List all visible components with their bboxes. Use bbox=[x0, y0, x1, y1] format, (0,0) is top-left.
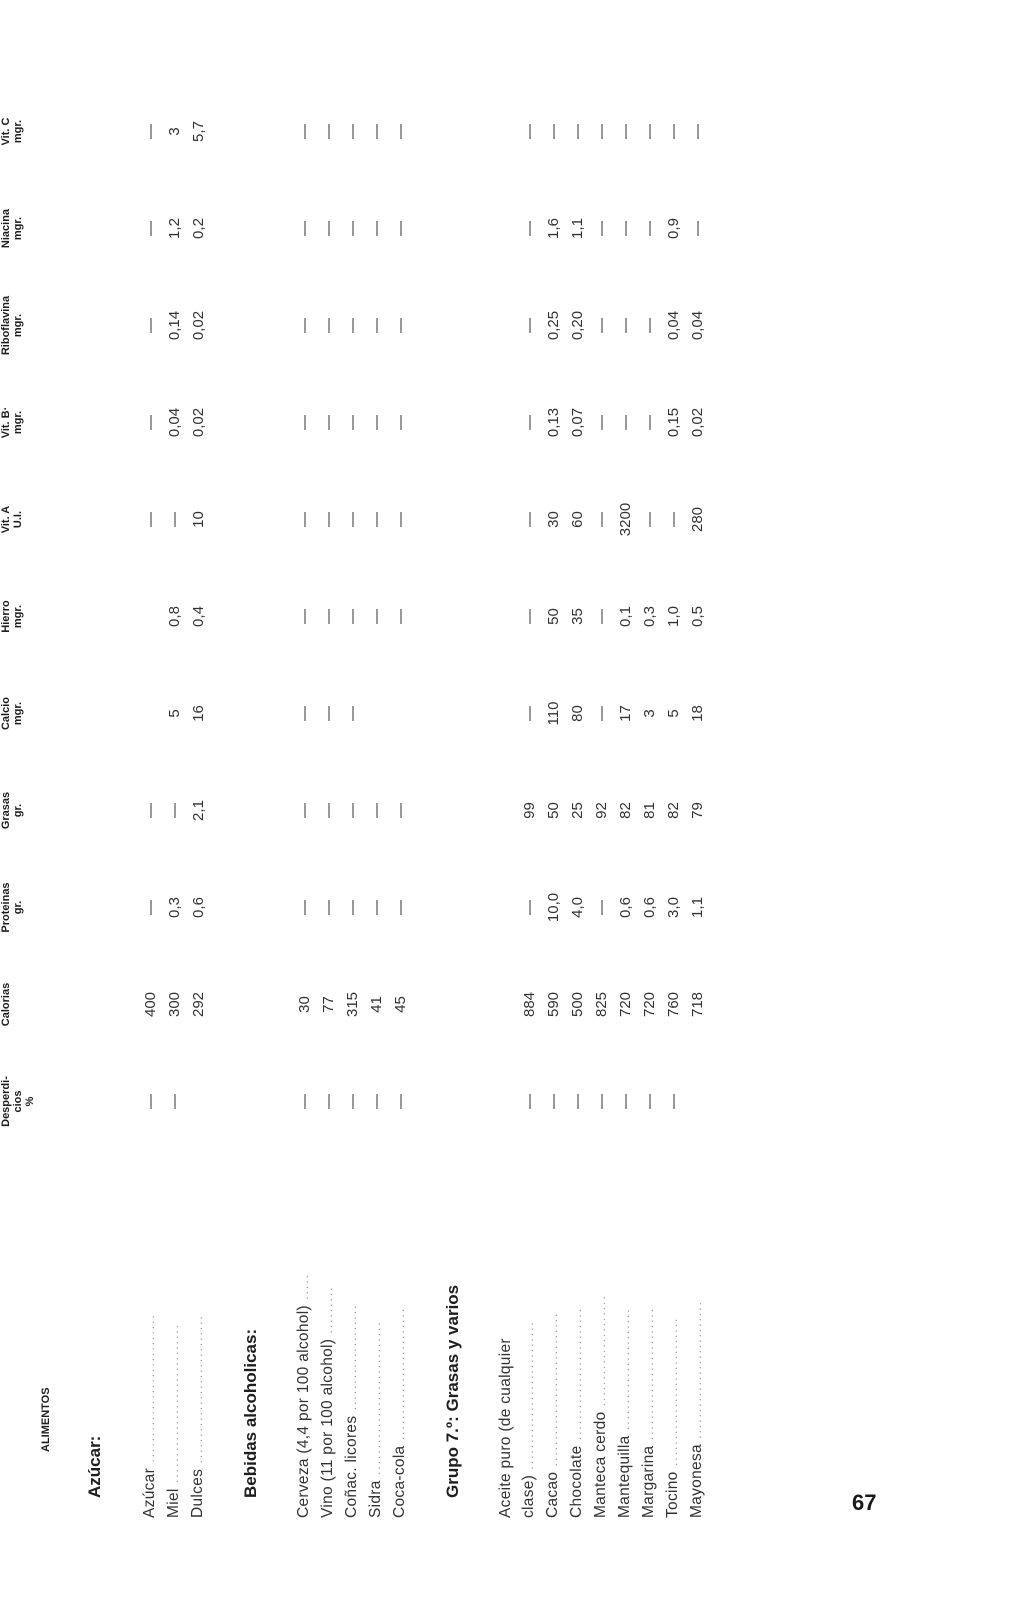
value-cell: 3,0 bbox=[665, 897, 682, 918]
food-name-cell bbox=[541, 1150, 565, 1520]
food-name-cell bbox=[162, 1150, 186, 1520]
value-cell: 0,14 bbox=[166, 310, 183, 341]
value-cell: — bbox=[569, 124, 586, 139]
rotated-table-page bbox=[0, 117, 740, 1520]
value-cell: — bbox=[593, 415, 610, 430]
value-cell bbox=[138, 568, 162, 665]
header-vit-c: Vit. C mgr. bbox=[0, 117, 24, 146]
value-cell: — bbox=[142, 221, 159, 236]
header-hierro: Hierro mgr. bbox=[0, 600, 24, 633]
food-name: Margarina bbox=[640, 1445, 657, 1518]
food-name-cell bbox=[340, 1150, 364, 1520]
table-row bbox=[637, 83, 661, 1520]
value-cell: — bbox=[665, 124, 682, 139]
value-cell: 0,1 bbox=[617, 606, 634, 627]
value-cell: — bbox=[344, 803, 361, 818]
value-cell: — bbox=[296, 1094, 313, 1109]
value-cell: — bbox=[689, 124, 706, 139]
value-cell bbox=[494, 859, 517, 956]
value-cell: — bbox=[368, 221, 385, 236]
value-cell: — bbox=[641, 124, 658, 139]
value-cell bbox=[494, 277, 517, 374]
food-name: Tocino bbox=[664, 1471, 681, 1518]
table-row bbox=[661, 83, 685, 1520]
value-cell: 884 bbox=[521, 991, 538, 1018]
food-name-cell bbox=[316, 1150, 340, 1520]
value-cell: — bbox=[665, 1094, 682, 1109]
value-cell: 35 bbox=[569, 608, 586, 625]
table-row bbox=[494, 83, 517, 1520]
food-name: Chocolate bbox=[568, 1445, 585, 1518]
food-name: Miel bbox=[165, 1488, 182, 1518]
header-alimentos: ALIMENTOS bbox=[40, 1387, 52, 1452]
section-title: Azúcar: bbox=[85, 1435, 104, 1498]
food-name: Mayonesa bbox=[688, 1444, 705, 1518]
value-cell: 50 bbox=[545, 608, 562, 625]
value-cell: — bbox=[593, 1094, 610, 1109]
value-cell: 80 bbox=[569, 705, 586, 722]
value-cell: — bbox=[392, 609, 409, 624]
dot-leader: ............................. bbox=[369, 1320, 383, 1481]
table-row bbox=[613, 83, 637, 1520]
value-cell: 5,7 bbox=[190, 121, 207, 142]
dot-leader: ..... bbox=[297, 1273, 311, 1306]
value-cell: — bbox=[296, 318, 313, 333]
food-name: clase) bbox=[520, 1474, 537, 1518]
value-cell: 79 bbox=[689, 802, 706, 819]
table-row bbox=[316, 83, 340, 1520]
header-vit-a: Vit. A U.I. bbox=[0, 505, 24, 534]
table-row bbox=[589, 83, 613, 1520]
value-cell: — bbox=[641, 1094, 658, 1109]
value-cell bbox=[388, 665, 412, 762]
food-name: Sidra bbox=[367, 1480, 384, 1518]
value-cell: 3 bbox=[641, 709, 658, 718]
dot-leader: ..................... bbox=[594, 1294, 608, 1412]
header-niacina: Niacina mgr. bbox=[0, 208, 24, 249]
value-cell: 0,4 bbox=[190, 606, 207, 627]
value-cell: — bbox=[166, 1094, 183, 1109]
value-cell: 1,2 bbox=[166, 218, 183, 239]
value-cell: 45 bbox=[392, 996, 409, 1013]
value-cell: — bbox=[521, 318, 538, 333]
dot-leader: .............................. bbox=[167, 1323, 181, 1489]
table-row bbox=[541, 83, 565, 1520]
value-cell: — bbox=[320, 415, 337, 430]
value-cell: — bbox=[368, 803, 385, 818]
value-cell: — bbox=[593, 609, 610, 624]
value-cell bbox=[494, 762, 517, 859]
value-cell: 82 bbox=[617, 802, 634, 819]
dot-leader: .......................... bbox=[690, 1300, 704, 1445]
value-cell: — bbox=[368, 415, 385, 430]
food-name: Cacao bbox=[544, 1471, 561, 1518]
table-row bbox=[138, 83, 162, 1520]
food-name-cell bbox=[292, 1150, 316, 1520]
dot-leader: ............................ bbox=[143, 1313, 157, 1468]
value-cell bbox=[494, 956, 517, 1053]
food-name-cell bbox=[589, 1150, 613, 1520]
value-cell: 0,04 bbox=[689, 310, 706, 341]
value-cell: — bbox=[593, 318, 610, 333]
value-cell: 0,5 bbox=[689, 606, 706, 627]
value-cell: — bbox=[521, 1094, 538, 1109]
food-name: Dulces bbox=[189, 1468, 206, 1518]
value-cell bbox=[685, 1053, 709, 1150]
table-row bbox=[364, 83, 388, 1520]
value-cell: — bbox=[344, 609, 361, 624]
value-cell: — bbox=[320, 221, 337, 236]
value-cell: 720 bbox=[641, 991, 658, 1018]
value-cell: 77 bbox=[320, 996, 337, 1013]
value-cell: — bbox=[521, 609, 538, 624]
value-cell: 0,02 bbox=[689, 407, 706, 438]
table-row bbox=[186, 83, 210, 1520]
value-cell: 1,1 bbox=[689, 897, 706, 918]
value-cell: 0,25 bbox=[545, 310, 562, 341]
value-cell: — bbox=[593, 512, 610, 527]
food-name: Manteca cerdo bbox=[592, 1411, 609, 1518]
nutrition-table bbox=[0, 83, 709, 1520]
value-cell: — bbox=[344, 318, 361, 333]
table-row bbox=[685, 83, 709, 1520]
value-cell: 18 bbox=[689, 705, 706, 722]
value-cell bbox=[494, 665, 517, 762]
value-cell: — bbox=[368, 1094, 385, 1109]
value-cell: — bbox=[142, 318, 159, 333]
value-cell bbox=[494, 1053, 517, 1150]
header-desperdicios: Desperdi- cios % bbox=[0, 1076, 36, 1127]
dot-leader: .................... bbox=[345, 1303, 359, 1416]
value-cell: — bbox=[392, 318, 409, 333]
table-row bbox=[565, 83, 589, 1520]
value-cell: 0,02 bbox=[190, 407, 207, 438]
table-body bbox=[52, 83, 709, 1520]
value-cell: — bbox=[368, 124, 385, 139]
dot-leader: ......................... bbox=[570, 1306, 584, 1446]
value-cell: — bbox=[368, 318, 385, 333]
table-row bbox=[340, 83, 364, 1520]
value-cell: — bbox=[142, 803, 159, 818]
value-cell: — bbox=[593, 900, 610, 915]
value-cell: 0,20 bbox=[569, 310, 586, 341]
value-cell: — bbox=[320, 803, 337, 818]
value-cell: — bbox=[521, 706, 538, 721]
value-cell: — bbox=[392, 124, 409, 139]
food-name-cell bbox=[613, 1150, 637, 1520]
value-cell: — bbox=[296, 415, 313, 430]
value-cell: 590 bbox=[545, 991, 562, 1018]
value-cell: 10,0 bbox=[545, 892, 562, 923]
value-cell: 5 bbox=[665, 709, 682, 718]
value-cell: — bbox=[166, 803, 183, 818]
value-cell: — bbox=[521, 415, 538, 430]
value-cell: 99 bbox=[521, 802, 538, 819]
value-cell: 1,0 bbox=[665, 606, 682, 627]
value-cell: — bbox=[368, 512, 385, 527]
value-cell: 300 bbox=[166, 991, 183, 1018]
value-cell: — bbox=[296, 124, 313, 139]
value-cell: 1,6 bbox=[545, 218, 562, 239]
value-cell: — bbox=[344, 1094, 361, 1109]
value-cell: 280 bbox=[689, 506, 706, 533]
value-cell: 25 bbox=[569, 802, 586, 819]
value-cell: 0,02 bbox=[190, 310, 207, 341]
value-cell: — bbox=[142, 900, 159, 915]
section-title: Bebidas alcoholicas: bbox=[241, 1328, 260, 1498]
value-cell: — bbox=[320, 1094, 337, 1109]
section-title: Grupo 7.º: Grasas y varios bbox=[443, 1284, 462, 1498]
value-cell: — bbox=[368, 900, 385, 915]
header-calorias: Calorias bbox=[0, 982, 12, 1027]
value-cell: 720 bbox=[617, 991, 634, 1018]
dot-leader: ......................... bbox=[393, 1306, 407, 1446]
value-cell: — bbox=[593, 221, 610, 236]
value-cell: — bbox=[617, 221, 634, 236]
header-row bbox=[0, 83, 52, 1520]
food-name-cell bbox=[186, 1150, 210, 1520]
value-cell: 292 bbox=[190, 991, 207, 1018]
value-cell: 0,07 bbox=[569, 407, 586, 438]
section-heading-row bbox=[412, 83, 494, 1520]
value-cell: — bbox=[344, 415, 361, 430]
food-name: Mantequilla bbox=[616, 1435, 633, 1518]
dot-leader: ......... bbox=[321, 1285, 335, 1339]
value-cell: — bbox=[142, 124, 159, 139]
value-cell: 718 bbox=[689, 991, 706, 1018]
value-cell: 5 bbox=[166, 709, 183, 718]
value-cell: — bbox=[320, 706, 337, 721]
value-cell: — bbox=[296, 512, 313, 527]
value-cell: 3200 bbox=[617, 502, 634, 537]
value-cell: 30 bbox=[296, 996, 313, 1013]
value-cell: — bbox=[665, 512, 682, 527]
value-cell: 0,3 bbox=[166, 897, 183, 918]
value-cell: — bbox=[521, 124, 538, 139]
value-cell: 0,04 bbox=[665, 310, 682, 341]
value-cell: — bbox=[344, 512, 361, 527]
section-heading-row bbox=[52, 83, 138, 1520]
table-row bbox=[388, 83, 412, 1520]
value-cell: — bbox=[392, 221, 409, 236]
food-name: Coñac. licores bbox=[343, 1415, 360, 1518]
dot-leader: ............................. bbox=[546, 1311, 560, 1472]
value-cell: — bbox=[545, 1094, 562, 1109]
value-cell: — bbox=[593, 706, 610, 721]
value-cell: 82 bbox=[665, 802, 682, 819]
value-cell: 2,1 bbox=[190, 800, 207, 821]
value-cell: 110 bbox=[545, 701, 562, 726]
section-heading-row bbox=[210, 83, 292, 1520]
dot-leader: ....................... bbox=[618, 1307, 632, 1436]
value-cell bbox=[494, 180, 517, 277]
value-cell: 760 bbox=[665, 991, 682, 1018]
value-cell: 17 bbox=[617, 705, 634, 722]
value-cell: 400 bbox=[142, 991, 159, 1018]
food-name-cell bbox=[494, 1150, 517, 1520]
food-name: Coca-cola bbox=[391, 1445, 408, 1518]
value-cell: — bbox=[617, 1094, 634, 1109]
value-cell bbox=[494, 83, 517, 180]
value-cell: 92 bbox=[593, 802, 610, 819]
value-cell: — bbox=[617, 318, 634, 333]
value-cell: 50 bbox=[545, 802, 562, 819]
food-name-cell bbox=[637, 1150, 661, 1520]
value-cell: — bbox=[166, 512, 183, 527]
value-cell: — bbox=[641, 415, 658, 430]
food-name-cell bbox=[138, 1150, 162, 1520]
header-proteinas: Proteinas gr. bbox=[0, 882, 24, 933]
value-cell: — bbox=[521, 221, 538, 236]
value-cell: 60 bbox=[569, 511, 586, 528]
value-cell: — bbox=[392, 512, 409, 527]
value-cell: 0,13 bbox=[545, 407, 562, 438]
value-cell: 500 bbox=[569, 991, 586, 1018]
value-cell: — bbox=[521, 512, 538, 527]
food-name-cell bbox=[364, 1150, 388, 1520]
value-cell: — bbox=[392, 1094, 409, 1109]
value-cell: — bbox=[296, 900, 313, 915]
value-cell: 10 bbox=[190, 511, 207, 528]
food-name-cell bbox=[685, 1150, 709, 1520]
value-cell: — bbox=[142, 512, 159, 527]
value-cell: — bbox=[641, 318, 658, 333]
value-cell: — bbox=[320, 512, 337, 527]
value-cell: — bbox=[320, 900, 337, 915]
value-cell: — bbox=[392, 415, 409, 430]
value-cell: — bbox=[344, 900, 361, 915]
value-cell bbox=[186, 1053, 210, 1150]
value-cell: — bbox=[641, 512, 658, 527]
value-cell: — bbox=[296, 221, 313, 236]
value-cell: — bbox=[521, 900, 538, 915]
header-calcio: Calcio mgr. bbox=[0, 697, 24, 731]
value-cell: — bbox=[320, 318, 337, 333]
value-cell: — bbox=[296, 803, 313, 818]
value-cell: — bbox=[593, 124, 610, 139]
dot-leader: ......................... bbox=[642, 1306, 656, 1446]
value-cell: 315 bbox=[344, 991, 361, 1018]
food-name-cell bbox=[517, 1150, 541, 1520]
value-cell: 0,04 bbox=[166, 407, 183, 438]
value-cell: — bbox=[368, 609, 385, 624]
food-name-cell bbox=[388, 1150, 412, 1520]
value-cell: 30 bbox=[545, 511, 562, 528]
value-cell: — bbox=[392, 900, 409, 915]
value-cell bbox=[494, 568, 517, 665]
value-cell: 825 bbox=[593, 991, 610, 1018]
value-cell: — bbox=[296, 706, 313, 721]
value-cell: — bbox=[344, 221, 361, 236]
food-name-cell bbox=[661, 1150, 685, 1520]
value-cell: 4,0 bbox=[569, 897, 586, 918]
page-number: 67 bbox=[852, 1490, 877, 1515]
value-cell: 0,8 bbox=[166, 606, 183, 627]
value-cell: — bbox=[344, 706, 361, 721]
value-cell: — bbox=[296, 609, 313, 624]
value-cell: — bbox=[392, 803, 409, 818]
header-grasas: Grasas gr. bbox=[0, 791, 24, 830]
table-row bbox=[292, 83, 316, 1520]
value-cell: — bbox=[569, 1094, 586, 1109]
food-name: Azúcar bbox=[141, 1467, 158, 1518]
value-cell: — bbox=[689, 221, 706, 236]
food-name-cell bbox=[565, 1150, 589, 1520]
value-cell: — bbox=[641, 221, 658, 236]
value-cell: — bbox=[344, 124, 361, 139]
value-cell: 0,6 bbox=[617, 897, 634, 918]
value-cell bbox=[494, 374, 517, 471]
food-name: Vino (11 por 100 alcohol) bbox=[319, 1338, 336, 1518]
table-row bbox=[162, 83, 186, 1520]
value-cell: 1,1 bbox=[569, 218, 586, 239]
header-vit-b: Vit. B· mgr. bbox=[0, 406, 24, 439]
value-cell: 16 bbox=[190, 705, 207, 722]
dot-leader: ............................ bbox=[522, 1320, 536, 1475]
food-name: Aceite puro (de cualquier bbox=[497, 1338, 514, 1518]
value-cell: — bbox=[617, 415, 634, 430]
value-cell: — bbox=[545, 124, 562, 139]
value-cell: 41 bbox=[368, 996, 385, 1013]
value-cell: 0,15 bbox=[665, 407, 682, 438]
value-cell: — bbox=[320, 124, 337, 139]
header-riboflavina: Riboflavina mgr. bbox=[0, 295, 24, 356]
food-name: Cerveza (4,4 por 100 alcohol) bbox=[295, 1305, 312, 1518]
value-cell: — bbox=[617, 124, 634, 139]
value-cell bbox=[364, 665, 388, 762]
value-cell: 0,3 bbox=[641, 606, 658, 627]
value-cell: — bbox=[320, 609, 337, 624]
value-cell: 0,6 bbox=[190, 897, 207, 918]
table-row bbox=[517, 83, 541, 1520]
value-cell: 0,6 bbox=[641, 897, 658, 918]
value-cell: 0,2 bbox=[190, 218, 207, 239]
value-cell: 81 bbox=[641, 802, 658, 819]
dot-leader: ............................ bbox=[191, 1314, 205, 1469]
value-cell: — bbox=[142, 415, 159, 430]
value-cell: 0,9 bbox=[665, 218, 682, 239]
value-cell: 3 bbox=[166, 127, 183, 136]
value-cell: — bbox=[142, 1094, 159, 1109]
dot-leader: ............................ bbox=[666, 1316, 680, 1472]
value-cell bbox=[138, 665, 162, 762]
value-cell bbox=[494, 471, 517, 568]
